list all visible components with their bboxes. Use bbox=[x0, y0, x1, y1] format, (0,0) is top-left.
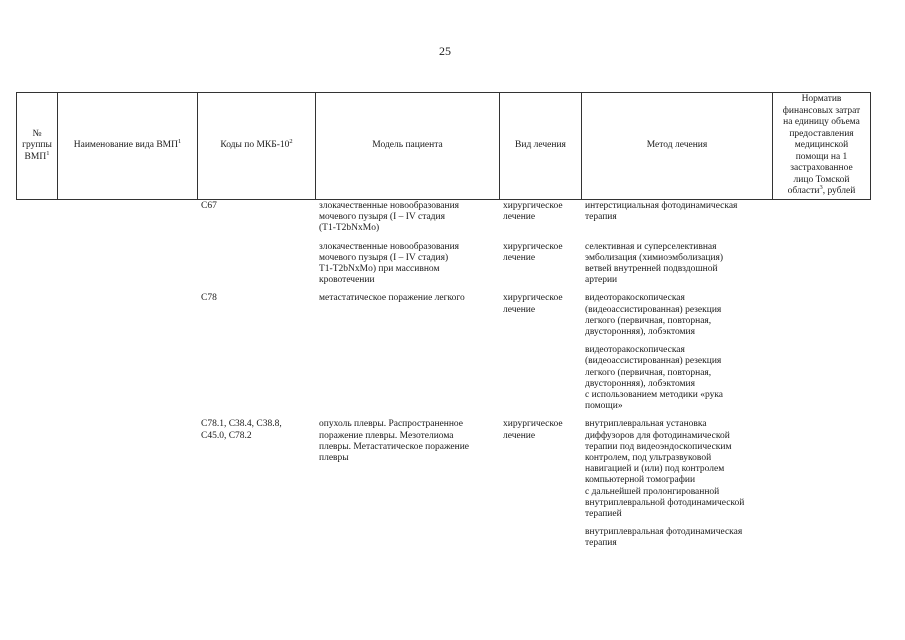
cell-line: терапией bbox=[585, 509, 622, 520]
cell-treatment-type bbox=[499, 343, 581, 417]
cell-cost bbox=[772, 240, 870, 292]
cell-line: С67 bbox=[201, 201, 217, 211]
cell-line: хирургическое bbox=[503, 293, 563, 304]
table-row bbox=[16, 240, 870, 292]
header-vmp-name: Наименование вида ВМП$^1$ bbox=[58, 93, 198, 200]
cell-line: диффузоров для фотодинамической bbox=[585, 430, 730, 441]
table-header bbox=[16, 92, 871, 200]
cell-treatment-method bbox=[581, 343, 772, 417]
cell-line: видеоторакоскопическая bbox=[585, 293, 685, 304]
cell-icd-code bbox=[197, 240, 315, 292]
cell-line: помощи» bbox=[585, 401, 623, 412]
header-treatment-type: Вид лечения bbox=[500, 93, 582, 200]
table-body bbox=[16, 199, 870, 555]
cell-line: хирургическое bbox=[503, 201, 563, 211]
cell-line: селективная и суперселективная bbox=[585, 241, 717, 252]
cell-vmp-name bbox=[57, 417, 197, 525]
cell-group bbox=[16, 240, 57, 292]
page-number: 25 bbox=[439, 44, 451, 58]
cell-line: хирургическое bbox=[503, 419, 563, 430]
cell-vmp-name bbox=[57, 343, 197, 417]
cell-treatment-type bbox=[499, 291, 581, 343]
cell-line: компьютерной томографии bbox=[585, 475, 696, 486]
cell-line: контролем, под ультразвуковой bbox=[585, 453, 712, 464]
cell-line: артерии bbox=[585, 275, 618, 286]
cell-treatment-type bbox=[499, 417, 581, 525]
cell-line: злокачественные новообразования bbox=[319, 201, 460, 211]
cell-line: С78.1, С38.4, С38.8, bbox=[201, 419, 282, 430]
cell-line: терапии под видеоэндоскопическим bbox=[585, 441, 732, 452]
cell-line: плевры bbox=[319, 453, 349, 464]
cell-patient-model bbox=[315, 199, 499, 240]
cell-line: С45.0, С78.2 bbox=[201, 430, 252, 441]
cell-line: внутриплевральная фотодинамическая bbox=[585, 527, 743, 538]
header-cost-standard: Норматив финансовых затрат на единицу объема предоставления медицинской помощи на 1 застрахованное лицо Томской области$^3$, рублей bbox=[773, 93, 871, 200]
cell-group bbox=[16, 199, 57, 240]
cell-line: метастатическое поражение легкого bbox=[319, 293, 465, 304]
cell-group bbox=[16, 525, 57, 554]
cell-group bbox=[16, 343, 57, 417]
cell-line: плевры. Метастатическое поражение bbox=[319, 441, 470, 452]
cell-line: кровотечении bbox=[319, 275, 375, 286]
cell-cost bbox=[772, 417, 870, 525]
cell-line: (видеоассистированная) резекция bbox=[585, 356, 722, 367]
cell-line: легкого (первичная, повторная, bbox=[585, 315, 712, 326]
cell-cost bbox=[772, 291, 870, 343]
table-row bbox=[16, 417, 870, 525]
cell-vmp-name bbox=[57, 525, 197, 554]
cell-line: эмболизация (химиоэмболизация) bbox=[585, 252, 724, 263]
cell-line: T1-T2bNxMo) при массивном bbox=[319, 264, 440, 275]
table-row bbox=[16, 199, 870, 240]
cell-line: с использованием методики «рука bbox=[585, 390, 724, 401]
cell-patient-model bbox=[315, 240, 499, 292]
cell-line: лечение bbox=[503, 304, 536, 315]
cell-line: хирургическое bbox=[503, 241, 563, 252]
table-row bbox=[16, 291, 870, 343]
cell-patient-model bbox=[315, 343, 499, 417]
cell-icd-code bbox=[197, 417, 315, 525]
cell-line: терапия bbox=[585, 212, 617, 223]
cell-line: мочевого пузыря (I – IV стадия) bbox=[319, 252, 449, 263]
cell-vmp-name bbox=[57, 291, 197, 343]
cell-treatment-method bbox=[581, 417, 772, 525]
cell-line: навигацией и (или) под контролем bbox=[585, 464, 725, 475]
cell-line: лечение bbox=[503, 212, 536, 223]
cell-line: лечение bbox=[503, 430, 536, 441]
cell-treatment-type bbox=[499, 240, 581, 292]
cell-cost bbox=[772, 343, 870, 417]
cell-line: поражение плевры. Мезотелиома bbox=[319, 430, 454, 441]
cell-patient-model bbox=[315, 525, 499, 554]
cell-cost bbox=[772, 199, 870, 240]
cell-group bbox=[16, 291, 57, 343]
cell-line: С78 bbox=[201, 293, 217, 304]
cell-icd-code bbox=[197, 343, 315, 417]
cell-icd-code bbox=[197, 199, 315, 240]
header-group-number: № группы ВМП$^1$ bbox=[17, 93, 58, 200]
cell-icd-code bbox=[197, 525, 315, 554]
cell-line: двусторонняя), лобэктомия bbox=[585, 378, 696, 389]
cell-line: с дальнейшей пролонгированной bbox=[585, 486, 720, 497]
cell-line: ветвей внутренней подвздошной bbox=[585, 264, 718, 275]
cell-line: (T1-T2bNxMo) bbox=[319, 223, 380, 234]
cell-line: видеоторакоскопическая bbox=[585, 345, 685, 356]
cell-line: двусторонняя), лобэктомия bbox=[585, 327, 696, 338]
cell-line: мочевого пузыря (I – IV стадия bbox=[319, 212, 445, 223]
cell-vmp-name bbox=[57, 240, 197, 292]
cell-treatment-method bbox=[581, 525, 772, 554]
cell-vmp-name bbox=[57, 199, 197, 240]
cell-line: внутриплевральной фотодинамической bbox=[585, 497, 745, 508]
cell-line: интерстициальная фотодинамическая bbox=[585, 201, 738, 211]
table-row bbox=[16, 343, 870, 417]
header-patient-model: Модель пациента bbox=[316, 93, 500, 200]
cell-line: опухоль плевры. Распространенное bbox=[319, 419, 463, 430]
cell-patient-model bbox=[315, 417, 499, 525]
header-treatment-method: Метод лечения bbox=[582, 93, 773, 200]
cell-icd-code bbox=[197, 291, 315, 343]
cell-treatment-type bbox=[499, 199, 581, 240]
cell-treatment-method bbox=[581, 199, 772, 240]
cell-patient-model bbox=[315, 291, 499, 343]
cell-treatment-method bbox=[581, 240, 772, 292]
cell-line: (видеоассистированная) резекция bbox=[585, 304, 722, 315]
cell-group bbox=[16, 417, 57, 525]
cell-line: внутриплевральная установка bbox=[585, 419, 707, 430]
table-row bbox=[16, 525, 870, 554]
cell-line: терапия bbox=[585, 538, 617, 549]
cell-cost bbox=[772, 525, 870, 554]
cell-treatment-method bbox=[581, 291, 772, 343]
cell-line: легкого (первичная, повторная, bbox=[585, 367, 712, 378]
cell-line: злокачественные новообразования bbox=[319, 241, 460, 252]
cell-treatment-type bbox=[499, 525, 581, 554]
cell-line: лечение bbox=[503, 252, 536, 263]
header-icd-codes: Коды по МКБ-$10^2$ bbox=[198, 93, 316, 200]
